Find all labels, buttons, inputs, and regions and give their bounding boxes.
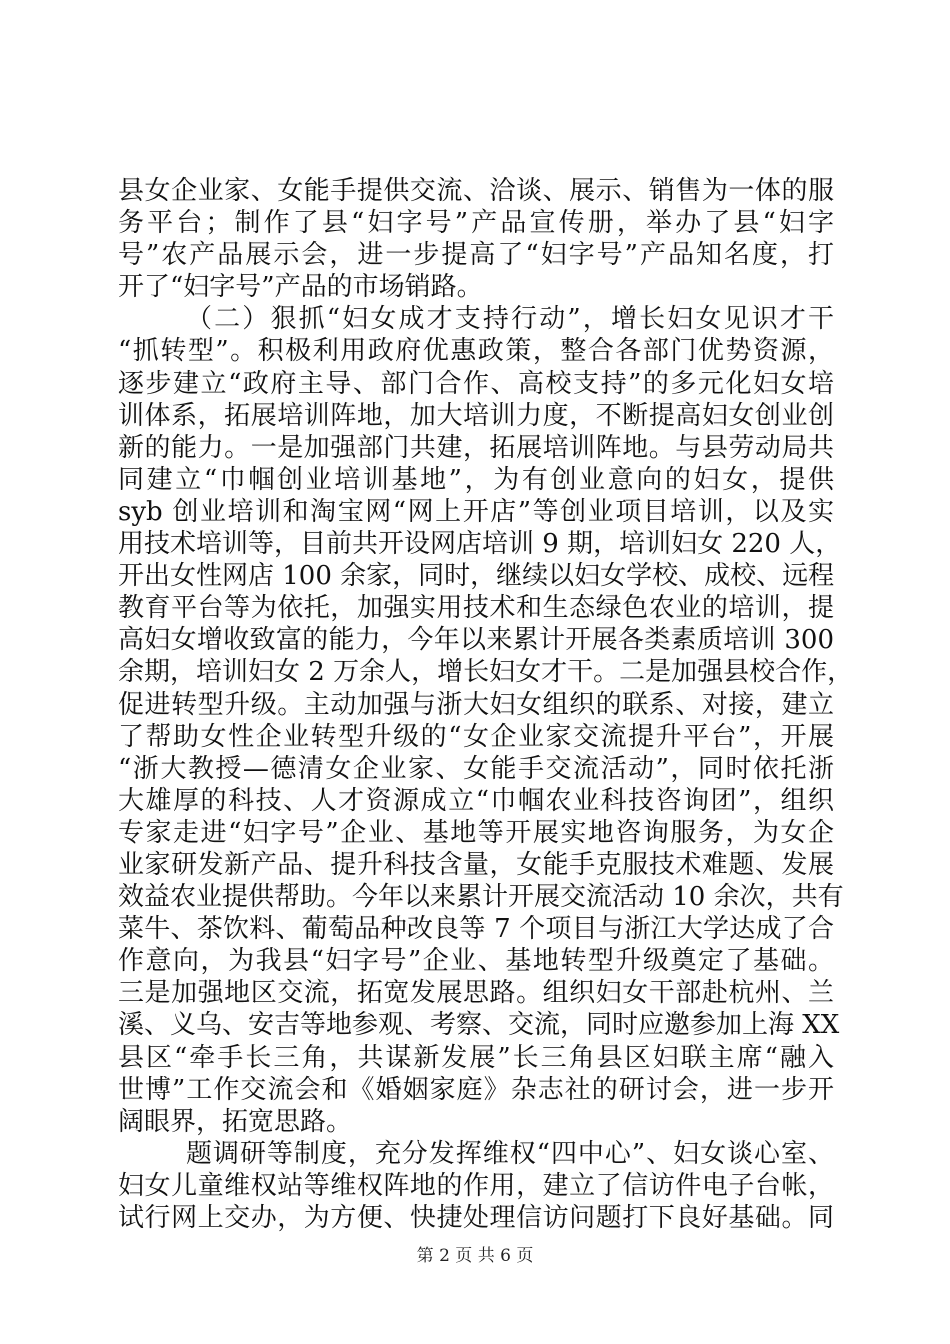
text-line: 务平台；制作了县“妇字号”产品宣传册，举办了县“妇字: [118, 208, 834, 239]
text-line: 开出女性网店 100 余家，同时，继续以妇女学校、成校、远程: [118, 561, 835, 592]
text-line: 教育平台等为依托，加强实用技术和生态绿色农业的培训，提: [118, 593, 834, 624]
text-line: 开了“妇字号”产品的市场销路。: [118, 272, 483, 303]
page-number-footer: 第 2 页 共 6 页: [416, 1246, 534, 1266]
text-line: 大雄厚的科技、人才资源成立“巾帼农业科技咨询团”，组织: [118, 785, 834, 816]
text-line: 试行网上交办，为方便、快捷处理信访问题打下良好基础。同: [118, 1203, 834, 1233]
text-line: 专家走进“妇字号”企业、基地等开展实地咨询服务，为女企: [118, 817, 834, 848]
text-line: （二）狠抓“妇女成才支持行动”，增长妇女见识才干: [186, 304, 834, 335]
text-line: 题调研等制度，充分发挥维权“四中心”、妇女谈心室、: [186, 1138, 834, 1169]
text-line: 训体系，拓展培训阵地，加大培训力度，不断提高妇女创业创: [118, 400, 834, 431]
text-line: syb 创业培训和淘宝网“网上开店”等创业项目培训，以及实: [118, 496, 834, 527]
text-line: 县区“牵手长三角，共谋新发展”长三角县区妇联主席“融入: [118, 1042, 834, 1073]
text-line: 余期，培训妇女 2 万余人，增长妇女才干。二是加强县校合作，: [118, 657, 854, 688]
text-line: 促进转型升级。主动加强与浙大妇女组织的联系、对接，建立: [118, 689, 834, 720]
text-line: 世博”工作交流会和《婚姻家庭》杂志社的研讨会，进一步开: [118, 1074, 834, 1105]
text-line: 三是加强地区交流，拓宽发展思路。组织妇女干部赴杭州、兰: [118, 978, 834, 1009]
text-line: 同建立“巾帼创业培训基地”，为有创业意向的妇女，提供: [118, 464, 834, 495]
text-line: 效益农业提供帮助。今年以来累计开展交流活动 10 余次，共有: [118, 882, 844, 913]
body-text: [118, 175, 854, 1234]
text-line: 作意向，为我县“妇字号”企业、基地转型升级奠定了基础。: [118, 946, 834, 977]
text-line: 高妇女增收致富的能力，今年以来累计开展各类素质培训 300: [118, 625, 834, 656]
text-line: 菜牛、茶饮料、葡萄品种改良等 7 个项目与浙江大学达成了合: [118, 914, 834, 945]
text-line: 号”农产品展示会，进一步提高了“妇字号”产品知名度，打: [118, 240, 834, 271]
text-line: 新的能力。一是加强部门共建，拓展培训阵地。与县劳动局共: [118, 432, 834, 463]
text-line: “抓转型”。积极利用政府优惠政策，整合各部门优势资源，: [118, 336, 834, 367]
text-line: 业家研发新产品、提升科技含量，女能手克服技术难题、发展: [118, 849, 834, 880]
text-line: “浙大教授—德清女企业家、女能手交流活动”，同时依托浙: [118, 753, 834, 784]
text-line: 县女企业家、女能手提供交流、洽谈、展示、销售为一体的服: [118, 176, 834, 206]
text-line: 逐步建立“政府主导、部门合作、高校支持”的多元化妇女培: [118, 368, 834, 399]
text-line: 了帮助女性企业转型升级的“女企业家交流提升平台”，开展: [118, 721, 834, 752]
text-line: 用技术培训等，目前共开设网店培训 9 期，培训妇女 220 人，: [118, 529, 842, 560]
text-line: 阔眼界，拓宽思路。: [118, 1106, 353, 1137]
text-line: 妇女儿童维权站等维权阵地的作用，建立了信访件电子台帐，: [118, 1170, 834, 1201]
text-line: 溪、义乌、安吉等地参观、考察、交流，同时应邀参加上海 XX: [118, 1010, 840, 1041]
